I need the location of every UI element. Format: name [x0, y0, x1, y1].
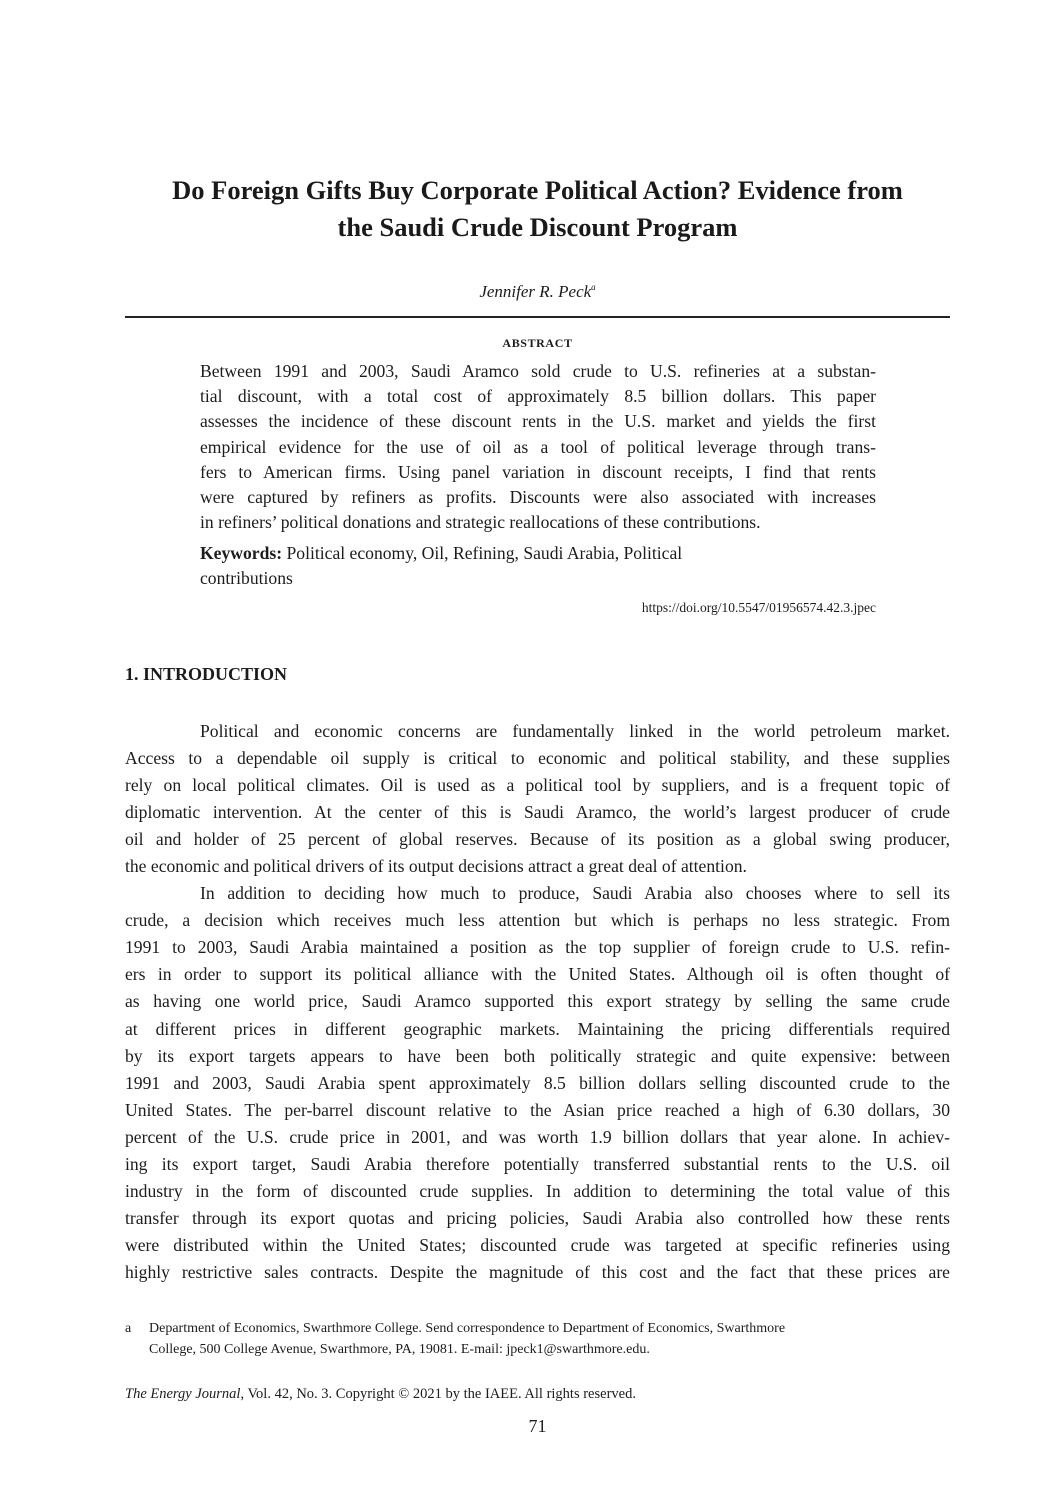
body-line: percent of the U.S. crude price in 2001, and was worth 1.9 billion dollars that year alone. In achiev-: [125, 1126, 950, 1147]
body-line: ing its export target, Saudi Arabia therefore potentially transferred substantial rents to the U.S. oil: [125, 1153, 950, 1174]
body-line: as having one world price, Saudi Aramco supported this export strategy by selling the same crude: [125, 991, 950, 1012]
footnote-mark: a: [125, 1321, 132, 1336]
keywords-label: Keywords:: [200, 543, 283, 563]
body-line: oil and holder of 25 percent of global reserves. Because of its position as a global swing producer,: [125, 829, 950, 850]
abstract-line: fers to American firms. Using panel variation in discount receipts, I find that rents: [200, 461, 876, 482]
abstract-line: were captured by refiners as profits. Discounts were also associated with increases: [200, 487, 876, 508]
body-line: crude, a decision which receives much less attention but which is perhaps no less strategic. From: [125, 910, 950, 931]
body-line: Access to a dependable oil supply is critical to economic and political stability, and these supplies: [125, 748, 950, 769]
journal-name: The Energy Journal: [125, 1386, 241, 1402]
body-line: the economic and political drivers of its output decisions attract a great deal of attention.: [125, 856, 747, 877]
body-line: transfer through its export quotas and pricing policies, Saudi Arabia also controlled how these rents: [125, 1207, 950, 1228]
section-heading-introduction: 1. INTRODUCTION: [125, 664, 288, 684]
footnote-line-1: Department of Economics, Swarthmore College. Send correspondence to Department of Economics, Swarthmore: [149, 1321, 786, 1336]
author-line: [125, 282, 950, 302]
paper-title: [125, 172, 950, 246]
author-name: Jennifer R. Peck: [479, 282, 592, 301]
paper-title-line-2: the Saudi Crude Discount Program: [337, 212, 738, 242]
journal-details: , Vol. 42, No. 3. Copyright © 2021 by the IAEE. All rights reserved.: [240, 1386, 636, 1402]
body-line: by its export targets appears to have been both politically strategic and quite expensive: between: [125, 1045, 950, 1066]
body-line: 1991 and 2003, Saudi Arabia spent approximately 8.5 billion dollars selling discounted crude to the: [125, 1072, 950, 1093]
body-line: Political and economic concerns are fundamentally linked in the world petroleum market.: [200, 721, 950, 741]
body-line: ers in order to support its political alliance with the United States. Although oil is often thought of: [125, 964, 950, 985]
abstract-line: in refiners’ political donations and strategic reallocations of these contributions.: [200, 512, 761, 533]
body-text: [125, 718, 950, 1286]
body-line: 1991 to 2003, Saudi Arabia maintained a position as the top supplier of foreign crude to U.S. refin-: [125, 937, 950, 958]
abstract-line: Between 1991 and 2003, Saudi Aramco sold crude to U.S. refineries at a substan-: [200, 361, 876, 381]
abstract-line: empirical evidence for the use of oil as a tool of political leverage through trans-: [200, 436, 876, 457]
footnote-line-2: College, 500 College Avenue, Swarthmore, PA, 19081. E-mail: jpeck1@swarthmore.edu.: [149, 1342, 650, 1357]
body-line: rely on local political climates. Oil is used as a political tool by suppliers, and is a frequent topic of: [125, 775, 950, 796]
abstract-heading: ABSTRACT: [502, 336, 573, 350]
paper-title-line-1: Do Foreign Gifts Buy Corporate Political Action? Evidence from: [172, 175, 903, 205]
author-affiliation-mark: a: [591, 282, 596, 292]
keywords-list: Political economy, Oil, Refining, Saudi Arabia, Political: [286, 543, 683, 563]
body-line: highly restrictive sales contracts. Despite the magnitude of this cost and the fact that these prices are: [125, 1261, 950, 1282]
body-line: diplomatic intervention. At the center of this is Saudi Aramco, the world’s largest producer of crude: [125, 802, 950, 823]
abstract-text: [200, 359, 876, 535]
title-divider: [125, 316, 950, 318]
keywords: [200, 541, 876, 591]
body-line: industry in the form of discounted crude supplies. In addition to determining the total value of this: [125, 1180, 950, 1201]
abstract-line: tial discount, with a total cost of approximately 8.5 billion dollars. This paper: [200, 386, 876, 407]
abstract-line: assesses the incidence of these discount rents in the U.S. market and yields the first: [200, 411, 876, 432]
doi-link[interactable]: https://doi.org/10.5547/01956574.42.3.jpec: [641, 600, 876, 615]
body-line: United States. The per-barrel discount relative to the Asian price reached a high of 6.30 dollars, 30: [125, 1099, 950, 1120]
body-line: In addition to deciding how much to produce, Saudi Arabia also chooses where to sell its: [200, 883, 950, 904]
footnote: [125, 1318, 950, 1360]
page-number: 71: [528, 1416, 547, 1436]
journal-citation: [125, 1386, 636, 1403]
body-line: were distributed within the United States; discounted crude was targeted at specific refineries using: [125, 1234, 950, 1255]
body-line: at different prices in different geographic markets. Maintaining the pricing differentials required: [125, 1018, 950, 1039]
keywords-list-continued: contributions: [200, 568, 293, 588]
